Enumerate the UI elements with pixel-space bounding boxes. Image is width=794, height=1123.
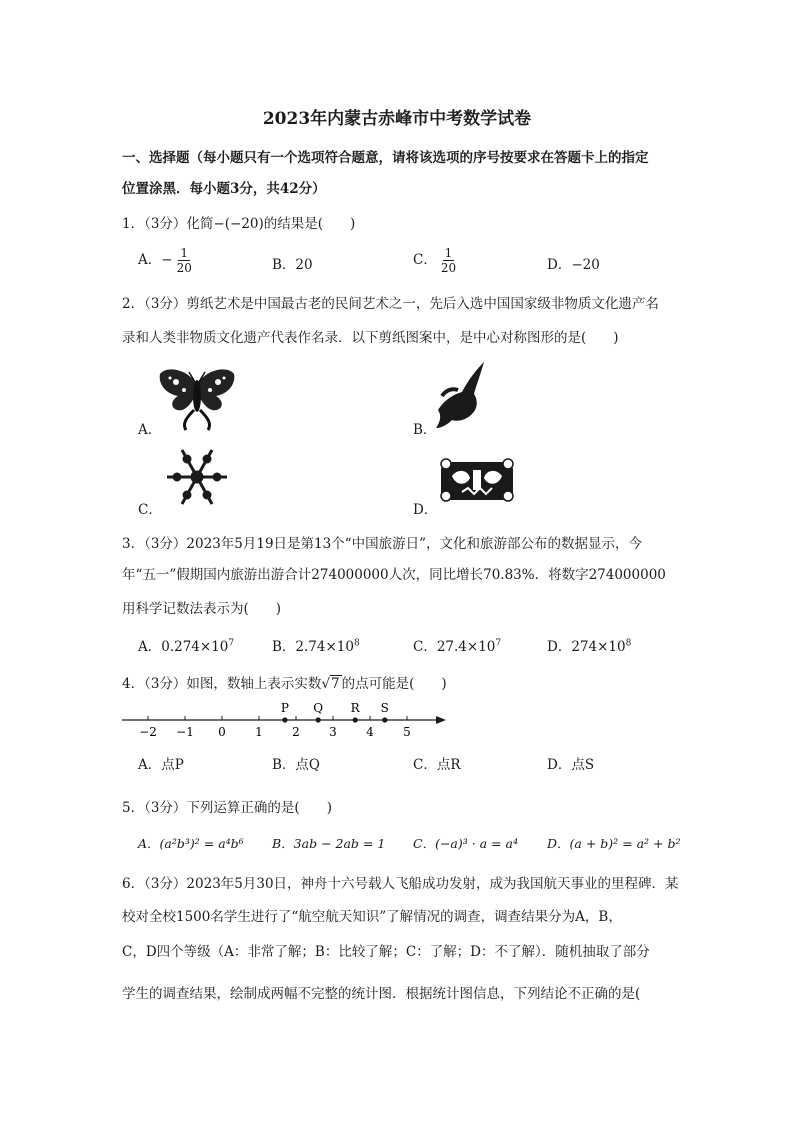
q1-option-a bbox=[138, 246, 194, 275]
q3-option-a bbox=[138, 635, 234, 655]
q2-option-c: C． bbox=[138, 502, 162, 518]
number-line-tick-label: 5 bbox=[403, 725, 411, 739]
q4-radicand: 7 bbox=[331, 676, 340, 692]
q3-option-c-exponent: 7 bbox=[495, 638, 502, 649]
q5-option-c: C．(−a)³ · a = a⁴ bbox=[413, 836, 519, 851]
q4-option-c: C．点R bbox=[413, 757, 461, 773]
sqrt-7: √7 bbox=[321, 676, 340, 692]
q5-option-b: B．3ab − 2ab = 1 bbox=[272, 836, 386, 851]
q6-stem-line-1: 6．（3分）2023年5月30日，神舟十六号载人飞船成功发射，成为我国航天事业的里程碑．某 bbox=[122, 876, 679, 892]
q6-stem-line-3: C，D四个等级（A：非常了解；B：比较了解；C：了解；D：不了解）．随机抽取了部分 bbox=[122, 944, 650, 960]
q6-stem-line-2: 校对全校1500名学生进行了“航空航天知识”了解情况的调查，调查结果分为A，B， bbox=[122, 909, 622, 925]
tiger-mask-papercut-image bbox=[438, 456, 516, 504]
number-line-tick-label: −2 bbox=[139, 725, 157, 739]
q1-option-b: B．20 bbox=[272, 257, 313, 273]
q1-option-a-label: A．− bbox=[138, 252, 173, 268]
number-line-point-label: R bbox=[350, 701, 360, 715]
q3-option-b bbox=[272, 635, 360, 655]
section-heading-line-1: 一、选择题（每小题只有一个选项符合题意，请将该选项的序号按要求在答题卡上的指定 bbox=[122, 150, 649, 166]
q4-option-b: B．点Q bbox=[272, 757, 320, 773]
number-line-tick-label: 1 bbox=[255, 725, 263, 739]
q3-option-a-base: A．0.274×10 bbox=[138, 639, 229, 655]
q4-stem-suffix: 的点可能是( ) bbox=[341, 676, 447, 692]
number-line-point bbox=[282, 717, 287, 722]
q1-stem: 1．（3分）化简−(−20)的结果是( ) bbox=[122, 216, 356, 232]
q3-option-c-base: C．27.4×10 bbox=[413, 639, 496, 655]
number-line-point-label: S bbox=[380, 701, 389, 715]
q3-option-d bbox=[547, 635, 631, 655]
number-line-point-label: Q bbox=[313, 701, 324, 715]
q3-option-b-base: B．2.74×10 bbox=[272, 639, 354, 655]
q1-option-c-label: C． bbox=[413, 252, 437, 268]
q1-a-denominator: 20 bbox=[176, 261, 192, 275]
q4-stem bbox=[122, 672, 447, 692]
number-line-point bbox=[353, 717, 358, 722]
q5-option-d: D．(a + b)² = a² + b² bbox=[547, 836, 681, 851]
q1-option-c bbox=[413, 246, 458, 275]
number-line-arrow bbox=[436, 716, 446, 724]
number-line-point-label: P bbox=[280, 701, 289, 715]
number-line-point bbox=[382, 717, 387, 722]
butterfly-papercut-image bbox=[158, 362, 236, 434]
q5-stem: 5．（3分）下列运算正确的是( ) bbox=[122, 800, 332, 816]
q1-c-denominator: 20 bbox=[440, 261, 457, 275]
q3-stem-line-1: 3．（3分）2023年5月19日是第13个“中国旅游日”，文化和旅游部公布的数据显示，今 bbox=[122, 536, 643, 552]
q3-option-d-base: D．274×10 bbox=[547, 639, 626, 655]
q4-option-d: D．点S bbox=[547, 757, 595, 773]
q4-stem-prefix: 4．（3分）如图，数轴上表示实数 bbox=[122, 676, 322, 692]
q5-option-a: A．(a²b³)² = a⁴b⁶ bbox=[138, 836, 244, 851]
q1-option-c-fraction bbox=[439, 246, 458, 275]
q3-stem-line-2: 年“五一”假期国内旅游出游合计274000000人次，同比增长70.83%．将数字274000000 bbox=[122, 567, 666, 583]
q3-stem-line-3: 用科学记数法表示为( ) bbox=[122, 601, 282, 617]
q2-option-b: B． bbox=[413, 422, 437, 438]
snowflake-papercut-image bbox=[164, 446, 230, 508]
q2-option-d: D． bbox=[413, 502, 438, 518]
q1-option-d: D．−20 bbox=[547, 257, 600, 273]
q6-stem-line-4: 学生的调查结果，绘制成两幅不完整的统计图．根据统计图信息，下列结论不正确的是( bbox=[122, 986, 641, 1002]
q2-stem-line-1: 2．（3分）剪纸艺术是中国最古老的民间艺术之一，先后入选中国国家级非物质文化遗产名 bbox=[122, 296, 659, 312]
swallow-papercut-image bbox=[432, 360, 488, 430]
q3-option-c bbox=[413, 635, 501, 655]
number-line-tick-label: 3 bbox=[329, 725, 337, 739]
number-line-tick-label: 2 bbox=[292, 725, 300, 739]
number-line-figure bbox=[118, 698, 452, 742]
q3-option-d-exponent: 8 bbox=[625, 638, 632, 649]
q4-option-a: A．点P bbox=[138, 757, 184, 773]
q2-stem-line-2: 录和人类非物质文化遗产代表作名录．以下剪纸图案中，是中心对称图形的是( ) bbox=[122, 330, 619, 346]
number-line-point bbox=[316, 717, 321, 722]
q1-option-a-fraction bbox=[175, 246, 194, 275]
q1-a-numerator: 1 bbox=[180, 246, 189, 260]
number-line-tick-label: 4 bbox=[366, 725, 374, 739]
q1-c-numerator: 1 bbox=[444, 246, 453, 260]
number-line-tick-label: −1 bbox=[176, 725, 194, 739]
number-line-tick-label: 0 bbox=[218, 725, 226, 739]
q3-option-b-exponent: 8 bbox=[353, 638, 360, 649]
q2-option-a: A． bbox=[138, 422, 162, 438]
q3-option-a-exponent: 7 bbox=[228, 638, 235, 649]
page-title: 2023年内蒙古赤峰市中考数学试卷 bbox=[262, 109, 532, 129]
section-heading-line-2: 位置涂黑．每小题3分，共42分） bbox=[122, 181, 326, 197]
